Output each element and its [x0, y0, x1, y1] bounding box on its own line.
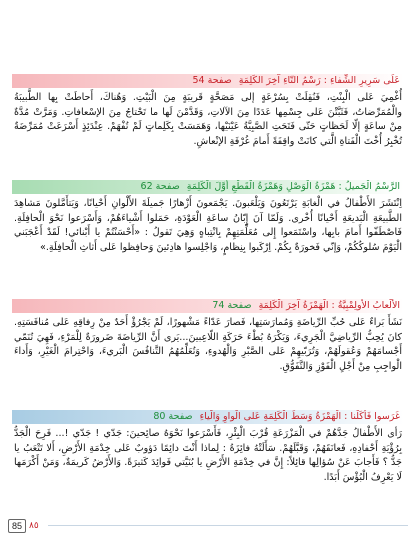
text-section-3 — [12, 299, 404, 374]
footer-rule — [48, 525, 408, 526]
section-paragraph: رَأى الأَطْفالُ جَدَّهُمْ في الْمَزْرَعَةِ قُرْبَ الْبِئْرِ، فَأَسْرَعوا نَحْوَهُ صائِحينَ: جَدّي ! جَدّي !... فَرِحَ الْجَدُّ بِرُؤْيَةِ أَحْفادِهِ، فَعانَقَهُمْ، وَقَبَّلَهُمْ. سَأَلَتْهُ فائِزَةُ : لِماذا أَنْتَ دائِمًا دَؤوبٌ عَلى خِدْمَةِ الأَرْضِ، أَلا تَتْعَبُ يا جَدُّ ؟ فَأَجابَ عَنْ سُؤالِها قائِلاً: إِنَّ في خِدْمَةِ الأَرْضِ يا بُنَيَّتي فَوائِدَ كَثيرَةً. وَالأَرْضُ كَريمَةٌ، وَمَنْ أَكْرَمَها لَا يَعْرِفُ الْبُؤْسَ أَبَدًا. — [14, 428, 402, 483]
text-section-1 — [12, 74, 404, 149]
section-page-ref: صفحة 54 — [192, 75, 232, 86]
section-heading: غَرَسوا فَأَكَلْنا : الْهَمْزَةُ وَسَطَ الْكَلِمَةِ عَلى الْواوِ وَالْياءِ — [199, 411, 400, 422]
section-page-ref: صفحة 80 — [153, 411, 193, 422]
section-page-ref: صفحة 62 — [140, 181, 180, 192]
section-title-3 — [12, 299, 404, 313]
section-heading: الأَلْعابُ الأولِمْبِيَّةُ : الْهَمْزَةُ آخِرَ الْكَلِمَةِ — [258, 300, 400, 311]
text-section-2 — [12, 180, 404, 255]
section-title-4 — [12, 410, 404, 424]
section-paragraph: أُغْمِيَ عَلى الْبِنْتِ، فَنُقِلَتْ بِسُرْعَةٍ إلى مَصَحَّةٍ قَريبَةٍ مِنَ الْبَيْتِ. وَهُناكَ، أَحاطَتْ بِها الطَّبيبَةُ والْمُمَرِّضاتُ، فَثَبَّتْنَ عَلى جِسْمِها عَدَدًا مِنَ الآلاتِ، وَقَدَّمْنَ لَها ما تَحْتاجُ مِنَ الإسْعافاتِ. وَمَرَّتْ مُدَّةٌ مِنْ ساعَةٍ إلّا لَحَظاتٍ حَتّى فَتَحَتِ الصَّبِيَّةُ عَيْنَيْها، وَهَمَسَتْ بِكَلِماتٍ لَمْ تُفْهَمْ. عِنْدَئِذٍ أَسْرَعَتْ مُمَرِّضَةٌ تُخْبِرُ أُخْتَ الْفَتاةِ الَّتي كانَتْ واقِفَةً أَمامَ غُرْفَةِ الإنْعاشِ. — [14, 92, 402, 147]
section-paragraph: اِنْتَشَرَ الأَطْفالُ في الْغابَةِ يَرْتَعُونَ وَيَلْعَبونَ. يَجْمَعونَ أَزْهارًا جَميلَةَ الأَلْوانِ أَحْيانًا، وَيَتأَمَّلونَ مَشاهِدَ الطَّبيعَةِ الْبَديعَةِ أَحْيانًا أُخْرى. وَلَمّا آنَ إِبّانُ ساعَةِ الْعَوْدَةِ، حَمَلوا أَشْياءَهُمْ، وَأَسْرَعوا نَحْوَ الْحافِلَةِ. فَاصْطَفّوا أَمامَ بابِها، واسْتَمَعوا إِلى مُعَلِّمَتِهِمْ بِانْتِباهٍ وَهِيَ تَقولُ : «أَحْسَنْتُمْ يا أَبْنائي! لَقَدْ أَعْجَبَني الْيَوْمَ سُلوكُكُمْ، وَإنّي فَخورَةٌ بِكُمْ. اِرْكَبوا بِنِظامٍ، وَاجْلِسوا هادِئينَ وَحافِظوا عَلى أَثاثِ الْحافِلَةِ.» — [14, 198, 402, 253]
text-section-4 — [12, 410, 404, 485]
section-paragraph: نَشَأَ بَراءٌ عَلى حُبِّ الرِّياضَةِ وَمُمارَسَتِها، فَصارَ عَدّاءً مَشْهورًا، لَمْ يَجْرُؤْ أَحَدٌ مِنْ رِفاقِهِ عَلى مُنافَسَتِهِ. كانَ يُحِبُّ الرِّياضِيَّ الْجَرِيءَ، وَيَكْرَهُ بُطْءَ حَرَكَةِ اللّاعِبينَ...يَرى أَنَّ الرِّياضَةَ ضَرورَةٌ لِلْمَرْءِ، فَهِيَ تُنَمّي أَجْسامَهُمْ وَعُقولَهُمْ، وَتُرَبّيهِمْ عَلى الصَّبْرِ وَالْهُدوءِ، وَتُعَلِّمُهُمُ التَّنافُسَ الْبَريءَ، وَاحْتِرامَ الْغَيْرِ، وَأَداءَ الْواجِبِ مِنْ أَجْلِ الْفَوْزِ وَالتَّفَوُّقِ. — [14, 317, 402, 372]
section-title-2 — [12, 180, 404, 194]
page-footer — [8, 519, 39, 533]
section-heading: عَلَى سَرِيرِ الشِّفاءِ : رَسْمُ التّاءِ آخِرَ الكَلِمَةِ — [238, 75, 400, 86]
page-number-arabic: ٨٥ — [29, 521, 39, 531]
section-heading: الرَّسْمُ الْجَميلُ : هَمْزَةُ الْوَصْلِ وَهَمْزَةُ الْقَطْعِ أَوَّلَ الْكَلِمَةِ — [186, 181, 400, 192]
section-page-ref: صفحة 74 — [212, 300, 252, 311]
page-number: 85 — [8, 519, 26, 533]
section-title-1 — [12, 74, 404, 88]
